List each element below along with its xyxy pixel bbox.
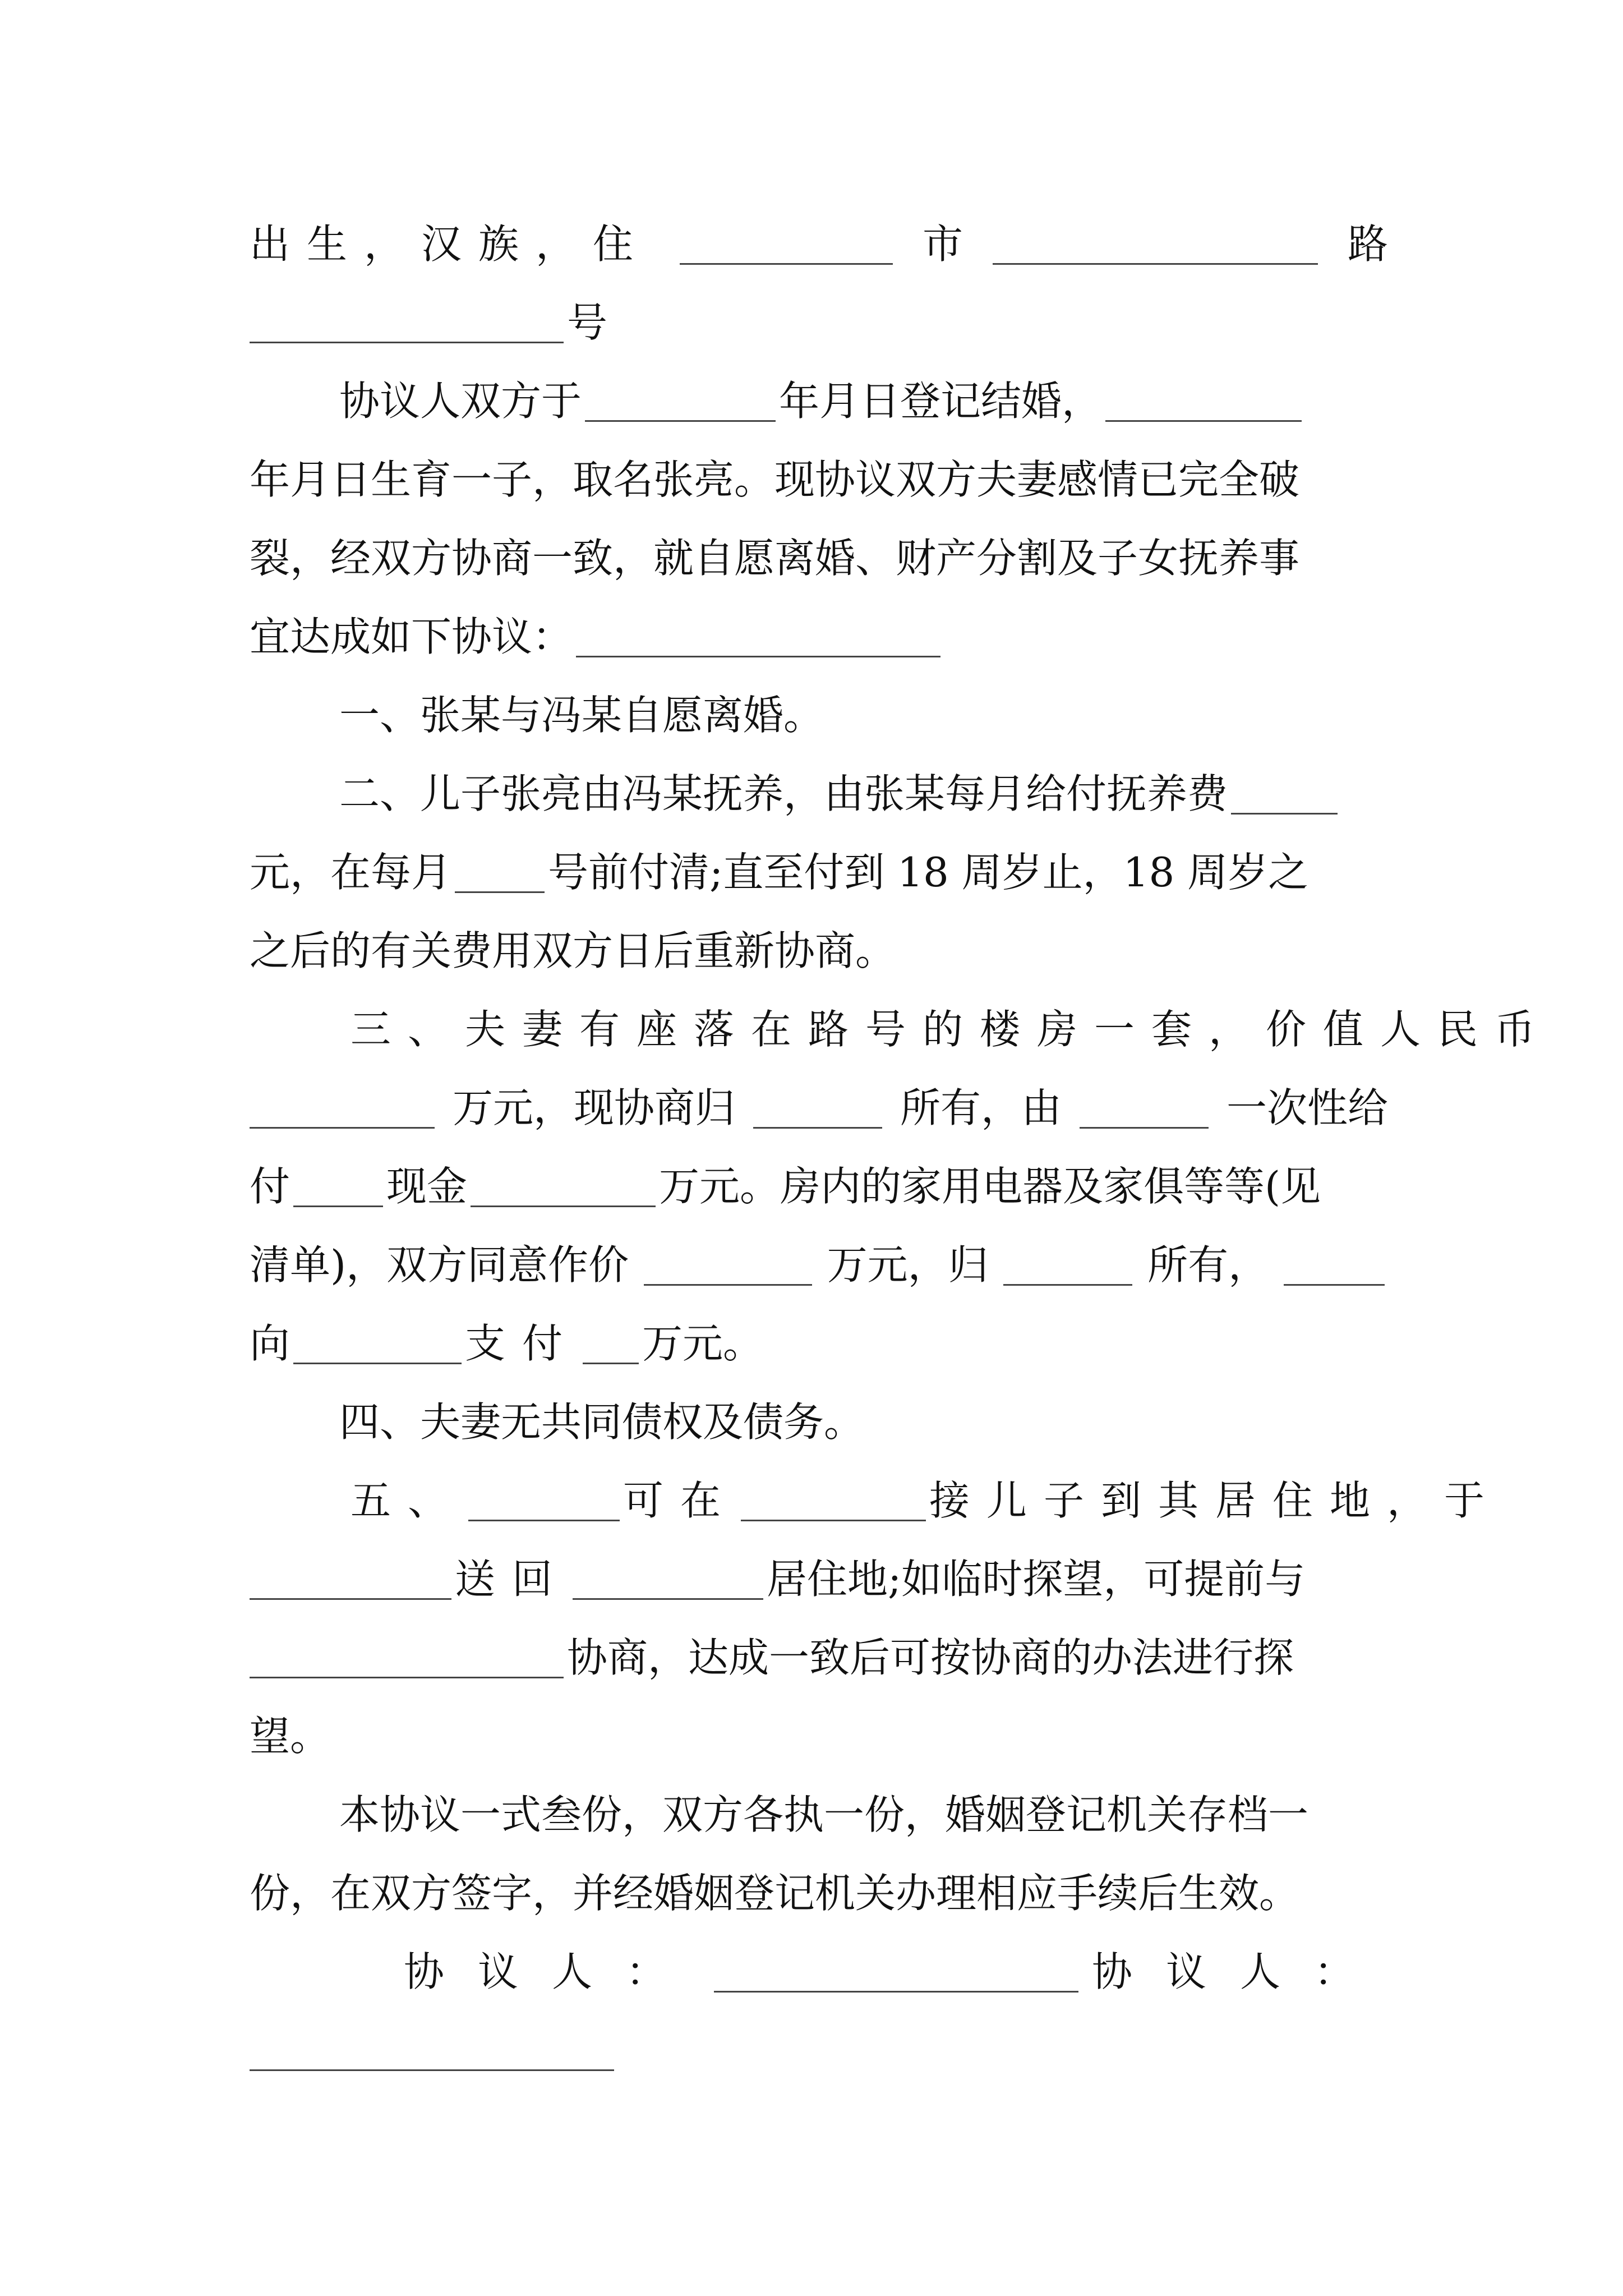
line-21: [339, 1775, 1388, 1854]
fill-blank: [1105, 381, 1302, 422]
line-10: [250, 912, 1388, 990]
line-14: [250, 1226, 1388, 1304]
line-7: [339, 676, 1388, 754]
text: 居住地;如临时探望，可提前与: [767, 1556, 1306, 1603]
text: 万元。: [642, 1320, 764, 1367]
fill-blank: [293, 1323, 462, 1364]
text: 可在: [623, 1477, 738, 1524]
line-4: [250, 440, 1388, 519]
line-22: [250, 1854, 1388, 1932]
text: 宜达成如下协议：: [250, 613, 573, 660]
line-15: [250, 1304, 1388, 1383]
text: 万元，现协商归: [452, 1084, 735, 1131]
line-20: [250, 1697, 1388, 1775]
text: 路: [1347, 220, 1388, 268]
fill-blank: [471, 1166, 656, 1207]
text: 一次性给: [1226, 1084, 1388, 1131]
fill-blank: [455, 852, 545, 893]
line-18: [250, 1540, 1388, 1618]
fill-blank: [993, 224, 1318, 265]
line-8: [339, 754, 1388, 833]
signature-blank: [250, 2030, 614, 2071]
text: 支付: [465, 1320, 580, 1367]
text: 二、儿子张亮由冯某抚养，由张某每月给付抚养费: [339, 770, 1228, 817]
line-16: [339, 1383, 1388, 1461]
signatory-label: 协议人：: [1091, 1948, 1388, 1995]
text: 向: [250, 1320, 291, 1367]
fill-blank: [1003, 1245, 1132, 1286]
line-13: [250, 1147, 1388, 1226]
text: 万元，归: [827, 1241, 989, 1289]
fill-blank: [250, 1088, 435, 1129]
text: 送回: [455, 1556, 570, 1603]
text: 接儿子到其居住地，于: [929, 1477, 1502, 1524]
text: 五、: [351, 1477, 465, 1524]
text: 号前付清;直至付到 18 周岁止，18 周岁之: [548, 849, 1309, 896]
line-23-signatures: [404, 1932, 1388, 2011]
fill-blank: [585, 381, 776, 422]
fill-blank: [468, 1480, 620, 1521]
text: 三、夫妻有座落在路号的楼房一套，价值人民币: [351, 1006, 1552, 1053]
line-9: [250, 833, 1388, 912]
fill-blank: [250, 1559, 451, 1600]
fill-blank: [753, 1088, 882, 1129]
text: 望。: [250, 1713, 331, 1760]
text: 付: [250, 1163, 291, 1210]
line-11: [351, 990, 1552, 1069]
text: 之后的有关费用双方日后重新协商。: [250, 927, 896, 974]
fill-blank: [250, 302, 564, 343]
text: 年月日生育一子，取名张亮。现协议双方夫妻感情已完全破: [250, 456, 1300, 503]
text: 所有，: [1147, 1241, 1269, 1289]
text: 所有，由: [900, 1084, 1062, 1131]
fill-blank: [583, 1323, 639, 1364]
fill-blank: [293, 1166, 383, 1207]
signatory-label: 协议人：: [404, 1948, 700, 1995]
line-2: [250, 283, 1388, 362]
line-17: [351, 1461, 1502, 1540]
text: 现金: [386, 1163, 468, 1210]
text: 协商，达成一致后可按协商的办法进行探: [567, 1634, 1294, 1681]
text: 份，在双方签字，并经婚姻登记机关办理相应手续后生效。: [250, 1870, 1300, 1917]
text: 年月日登记结婚，: [779, 378, 1103, 425]
fill-blank: [1080, 1088, 1209, 1129]
text: 万元。房内的家用电器及家俱等等(见: [659, 1163, 1321, 1210]
text: 市: [922, 220, 963, 268]
text: 出生，汉族，住: [250, 220, 651, 268]
fill-blank: [250, 1637, 564, 1678]
line-1: [250, 205, 1388, 283]
text: 清单)，双方同意作价: [250, 1241, 629, 1289]
text: 裂，经双方协商一致，就自愿离婚、财产分割及子女抚养事: [250, 535, 1300, 582]
text: 协议人双方于: [339, 378, 582, 425]
text: 一、张某与冯某自愿离婚。: [339, 692, 824, 739]
line-5: [250, 519, 1388, 597]
fill-blank: [1284, 1245, 1385, 1286]
fill-blank: [741, 1480, 926, 1521]
signature-blank: [714, 1952, 1078, 1993]
text: 四、夫妻无共同债权及债务。: [339, 1398, 865, 1446]
line-12: [250, 1069, 1388, 1147]
fill-blank: [573, 1559, 763, 1600]
fill-blank: [644, 1245, 812, 1286]
fill-blank: [576, 616, 940, 657]
text: 号: [567, 299, 608, 346]
line-6: [250, 597, 1388, 676]
fill-blank: [1231, 774, 1338, 815]
line-19: [250, 1618, 1388, 1697]
fill-blank: [680, 224, 893, 265]
text: 本协议一式叁份，双方各执一份，婚姻登记机关存档一: [339, 1791, 1309, 1838]
line-3: [339, 362, 1388, 440]
text: 元，在每月: [250, 849, 452, 896]
line-24: [250, 2011, 1388, 2090]
